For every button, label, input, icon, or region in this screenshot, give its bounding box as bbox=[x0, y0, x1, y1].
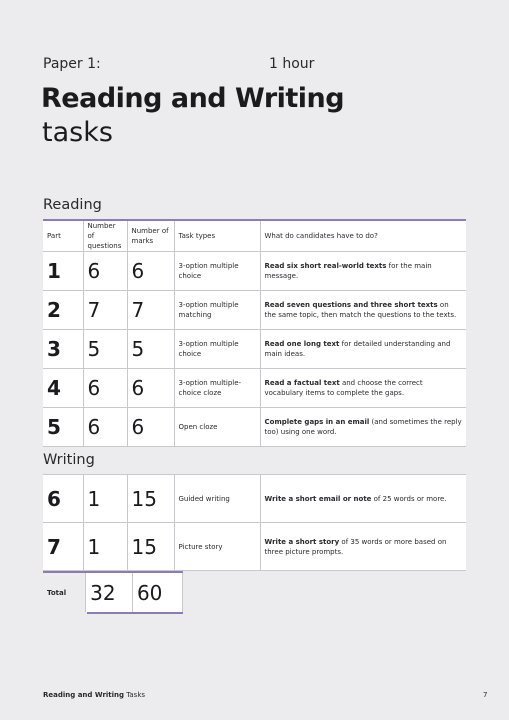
col-header-questions: Number of questions bbox=[83, 221, 127, 252]
total-label: Total bbox=[43, 572, 86, 612]
task-description-rest: of 35 words or more based on three picture prompts. bbox=[264, 537, 447, 556]
col-header-description: What do candidates have to do? bbox=[260, 221, 466, 252]
task-type: 3-option multiple choice bbox=[174, 252, 260, 291]
mark-count: 6 bbox=[127, 252, 174, 291]
question-count: 6 bbox=[83, 369, 127, 408]
question-count: 5 bbox=[83, 330, 127, 369]
task-description bbox=[260, 252, 466, 291]
task-description bbox=[260, 408, 466, 447]
part-number: 4 bbox=[43, 369, 83, 408]
paper-label: Paper 1: bbox=[43, 56, 101, 72]
table-row bbox=[43, 330, 466, 369]
task-description bbox=[260, 330, 466, 369]
question-count: 6 bbox=[83, 408, 127, 447]
page-subtitle: tasks bbox=[42, 117, 113, 148]
task-type: Picture story bbox=[174, 523, 260, 571]
table-row bbox=[43, 291, 466, 330]
footer-section-bold: Reading and Writing bbox=[43, 691, 125, 699]
task-description bbox=[260, 475, 466, 523]
col-header-marks: Number of marks bbox=[127, 221, 174, 252]
writing-table bbox=[43, 474, 466, 571]
task-type: 3-option multiple matching bbox=[174, 291, 260, 330]
page-number: 7 bbox=[483, 691, 488, 699]
mark-count: 15 bbox=[127, 523, 174, 571]
part-number: 7 bbox=[43, 523, 83, 571]
table-row bbox=[43, 475, 466, 523]
total-table bbox=[43, 571, 183, 612]
task-description-bold: Read seven questions and three short texts bbox=[264, 301, 438, 309]
task-description bbox=[260, 369, 466, 408]
task-description-rest: for detailed understanding and main ideas. bbox=[264, 340, 451, 358]
footer-section-label bbox=[43, 691, 145, 699]
mark-count: 6 bbox=[127, 369, 174, 408]
question-count: 7 bbox=[83, 291, 127, 330]
table-row bbox=[43, 252, 466, 291]
duration-label: 1 hour bbox=[269, 56, 315, 72]
total-accent-rule bbox=[87, 612, 183, 614]
part-number: 5 bbox=[43, 408, 83, 447]
task-description-bold: Read a factual text bbox=[264, 379, 340, 387]
reading-table bbox=[43, 221, 466, 447]
task-description-bold: Read one long text bbox=[264, 340, 340, 348]
total-marks: 60 bbox=[132, 572, 182, 612]
part-number: 2 bbox=[43, 291, 83, 330]
reading-header-row bbox=[43, 221, 466, 252]
task-type: 3-option multiple choice bbox=[174, 330, 260, 369]
task-description-rest: for the main message. bbox=[264, 262, 432, 280]
task-description-bold: Write a short story bbox=[264, 537, 340, 546]
task-type: Open cloze bbox=[174, 408, 260, 447]
total-row bbox=[43, 572, 183, 612]
part-number: 6 bbox=[43, 475, 83, 523]
task-description-rest: (and sometimes the reply too) using one word. bbox=[264, 418, 462, 436]
task-description bbox=[260, 291, 466, 330]
mark-count: 5 bbox=[127, 330, 174, 369]
table-row bbox=[43, 369, 466, 408]
part-number: 3 bbox=[43, 330, 83, 369]
writing-section-title: Writing bbox=[43, 452, 95, 468]
mark-count: 15 bbox=[127, 475, 174, 523]
page-title: Reading and Writing bbox=[41, 83, 345, 114]
mark-count: 7 bbox=[127, 291, 174, 330]
question-count: 1 bbox=[83, 475, 127, 523]
total-questions: 32 bbox=[86, 572, 133, 612]
task-description-bold: Write a short email or note bbox=[264, 494, 372, 503]
part-number: 1 bbox=[43, 252, 83, 291]
reading-section-title: Reading bbox=[43, 197, 102, 213]
question-count: 6 bbox=[83, 252, 127, 291]
mark-count: 6 bbox=[127, 408, 174, 447]
table-row bbox=[43, 408, 466, 447]
task-type: 3-option multiple-choice cloze bbox=[174, 369, 260, 408]
task-description-rest: on the same topic, then match the questions to the texts. bbox=[264, 301, 457, 319]
footer-section-rest: Tasks bbox=[124, 691, 146, 699]
question-count: 1 bbox=[83, 523, 127, 571]
col-header-part: Part bbox=[43, 221, 83, 252]
task-description-bold: Complete gaps in an email bbox=[264, 418, 370, 426]
task-description-rest: of 25 words or more. bbox=[371, 494, 447, 503]
table-row bbox=[43, 523, 466, 571]
col-header-task-types: Task types bbox=[174, 221, 260, 252]
task-type: Guided writing bbox=[174, 475, 260, 523]
task-description-bold: Read six short real-world texts bbox=[264, 262, 387, 270]
task-description bbox=[260, 523, 466, 571]
task-description-rest: and choose the correct vocabulary items to complete the gaps. bbox=[264, 379, 423, 397]
